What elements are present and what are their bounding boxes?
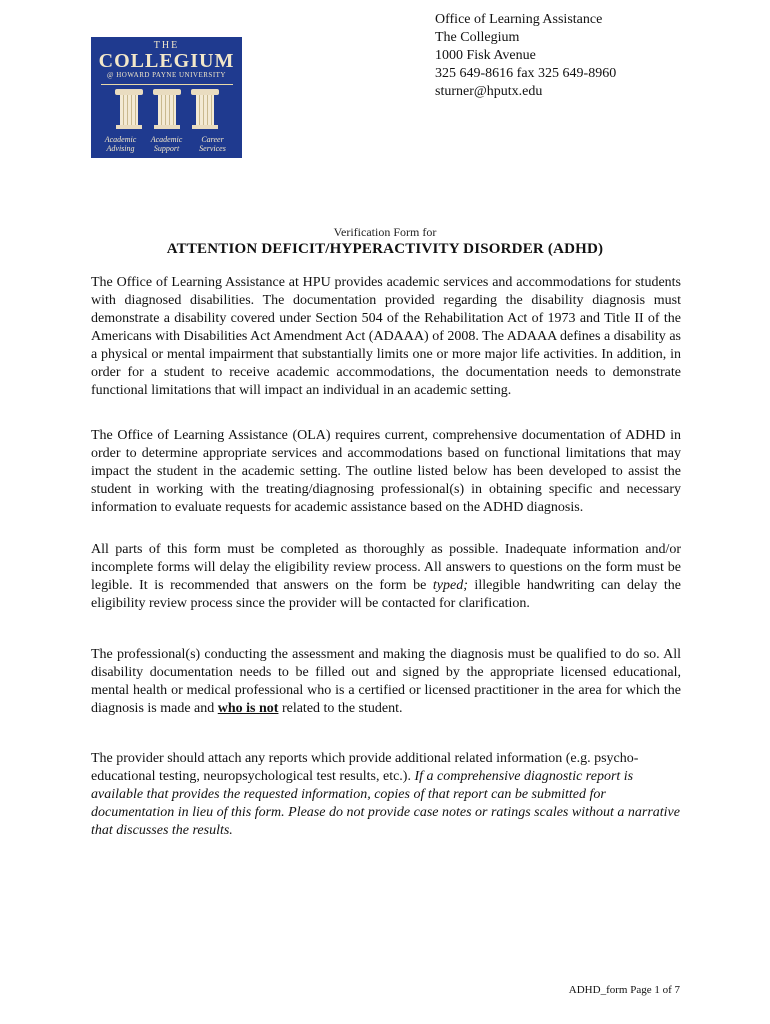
paragraph-ola-requirements: The Office of Learning Assistance (OLA) requires current, comprehensive documentation of ADHD in order to determine appropriate services and accommodations based on functional limitations that may impact the student in the academic setting. The outline listed below has been developed to assist the student in working with the treating/diagnosing professional(s) in obtaining specific and necessary information to evaluate requests for academic assistance based on the ADHD diagnosis. bbox=[91, 428, 681, 515]
p5-text-italic: If a comprehensive diagnostic report is available that provides the requested information, copies of that report can be submitted for documentation in lieu of this form. Please do not provide case notes or ratings scales without a narrative that discusses the results. bbox=[91, 769, 680, 838]
logo-labels bbox=[102, 135, 232, 153]
paragraph-reports bbox=[91, 750, 681, 840]
paragraph-professional bbox=[91, 646, 681, 718]
address-phone: 325 649-8616 fax 325 649-8960 bbox=[435, 66, 617, 81]
p5-text-a: The provider should attach any reports which provide additional related information (e.g. psycho-educational testing, neuropsychological test results, etc.). bbox=[91, 751, 639, 784]
logo-label-advising: Academic Advising bbox=[104, 135, 137, 153]
p3-text-typed: typed; bbox=[432, 578, 468, 593]
p3-text-a: All parts of this form must be completed as thoroughly as possible. Inadequate information and/or incomplete forms will delay the eligibility review process. All answers to questions on the form must be legible. It is recommended that answers on the form be bbox=[91, 542, 681, 593]
pillar-icon bbox=[155, 89, 179, 129]
pillar-icon bbox=[193, 89, 217, 129]
address-email: sturner@hputx.edu bbox=[435, 84, 543, 99]
office-address bbox=[435, 11, 616, 101]
address-office: Office of Learning Assistance bbox=[435, 12, 603, 27]
logo-the: THE bbox=[153, 40, 180, 51]
logo-subtitle: @ HOWARD PAYNE UNIVERSITY bbox=[107, 71, 226, 79]
collegium-logo bbox=[91, 37, 242, 158]
address-street: 1000 Fisk Avenue bbox=[435, 48, 536, 63]
paragraph-completion bbox=[91, 541, 681, 613]
form-title: ATTENTION DEFICIT/HYPERACTIVITY DISORDER (ADHD) bbox=[166, 241, 604, 257]
form-subtitle: Verification Form for bbox=[333, 225, 437, 239]
pillar-icon bbox=[117, 89, 141, 129]
p4-text-c: related to the student. bbox=[278, 701, 403, 716]
p4-text-emphasis: who is not bbox=[217, 701, 279, 716]
logo-label-support: Academic Support bbox=[150, 135, 183, 153]
p3-text-c: illegible handwriting can delay the eligibility review process since the provider will be contacted for clarification. bbox=[91, 578, 681, 611]
logo-label-career: Career Services bbox=[199, 135, 226, 153]
address-building: The Collegium bbox=[435, 30, 520, 45]
p4-text-a: The professional(s) conducting the assessment and making the diagnosis must be qualified to do so. All disability documentation needs to be filled out and signed by the appropriate licensed educational, mental health or medical professional who is a certified or licensed practitioner in the area for which the diagnosis is made and bbox=[91, 647, 681, 716]
logo-name: COLLEGIUM bbox=[98, 50, 235, 72]
page-footer: ADHD_form Page 1 of 7 bbox=[568, 984, 680, 996]
paragraph-intro: The Office of Learning Assistance at HPU provides academic services and accommodations for students with diagnosed disabilities. The documentation provided regarding the disability diagnosis must demonstrate a disability covered under Section 504 of the Rehabilitation Act of 1973 and Title II of the Americans with Disabilities Act Amendment Act (ADAAA) of 2008. The ADAAA defines a disability as a physical or mental impairment that substantially limits one or more major life activities. In addition, in order for a student to receive academic accommodations, the documentation needs to demonstrate functional limitations that will impact an individual in an academic setting. bbox=[91, 275, 681, 398]
logo-rule bbox=[101, 84, 233, 85]
logo-pillars bbox=[117, 89, 217, 129]
